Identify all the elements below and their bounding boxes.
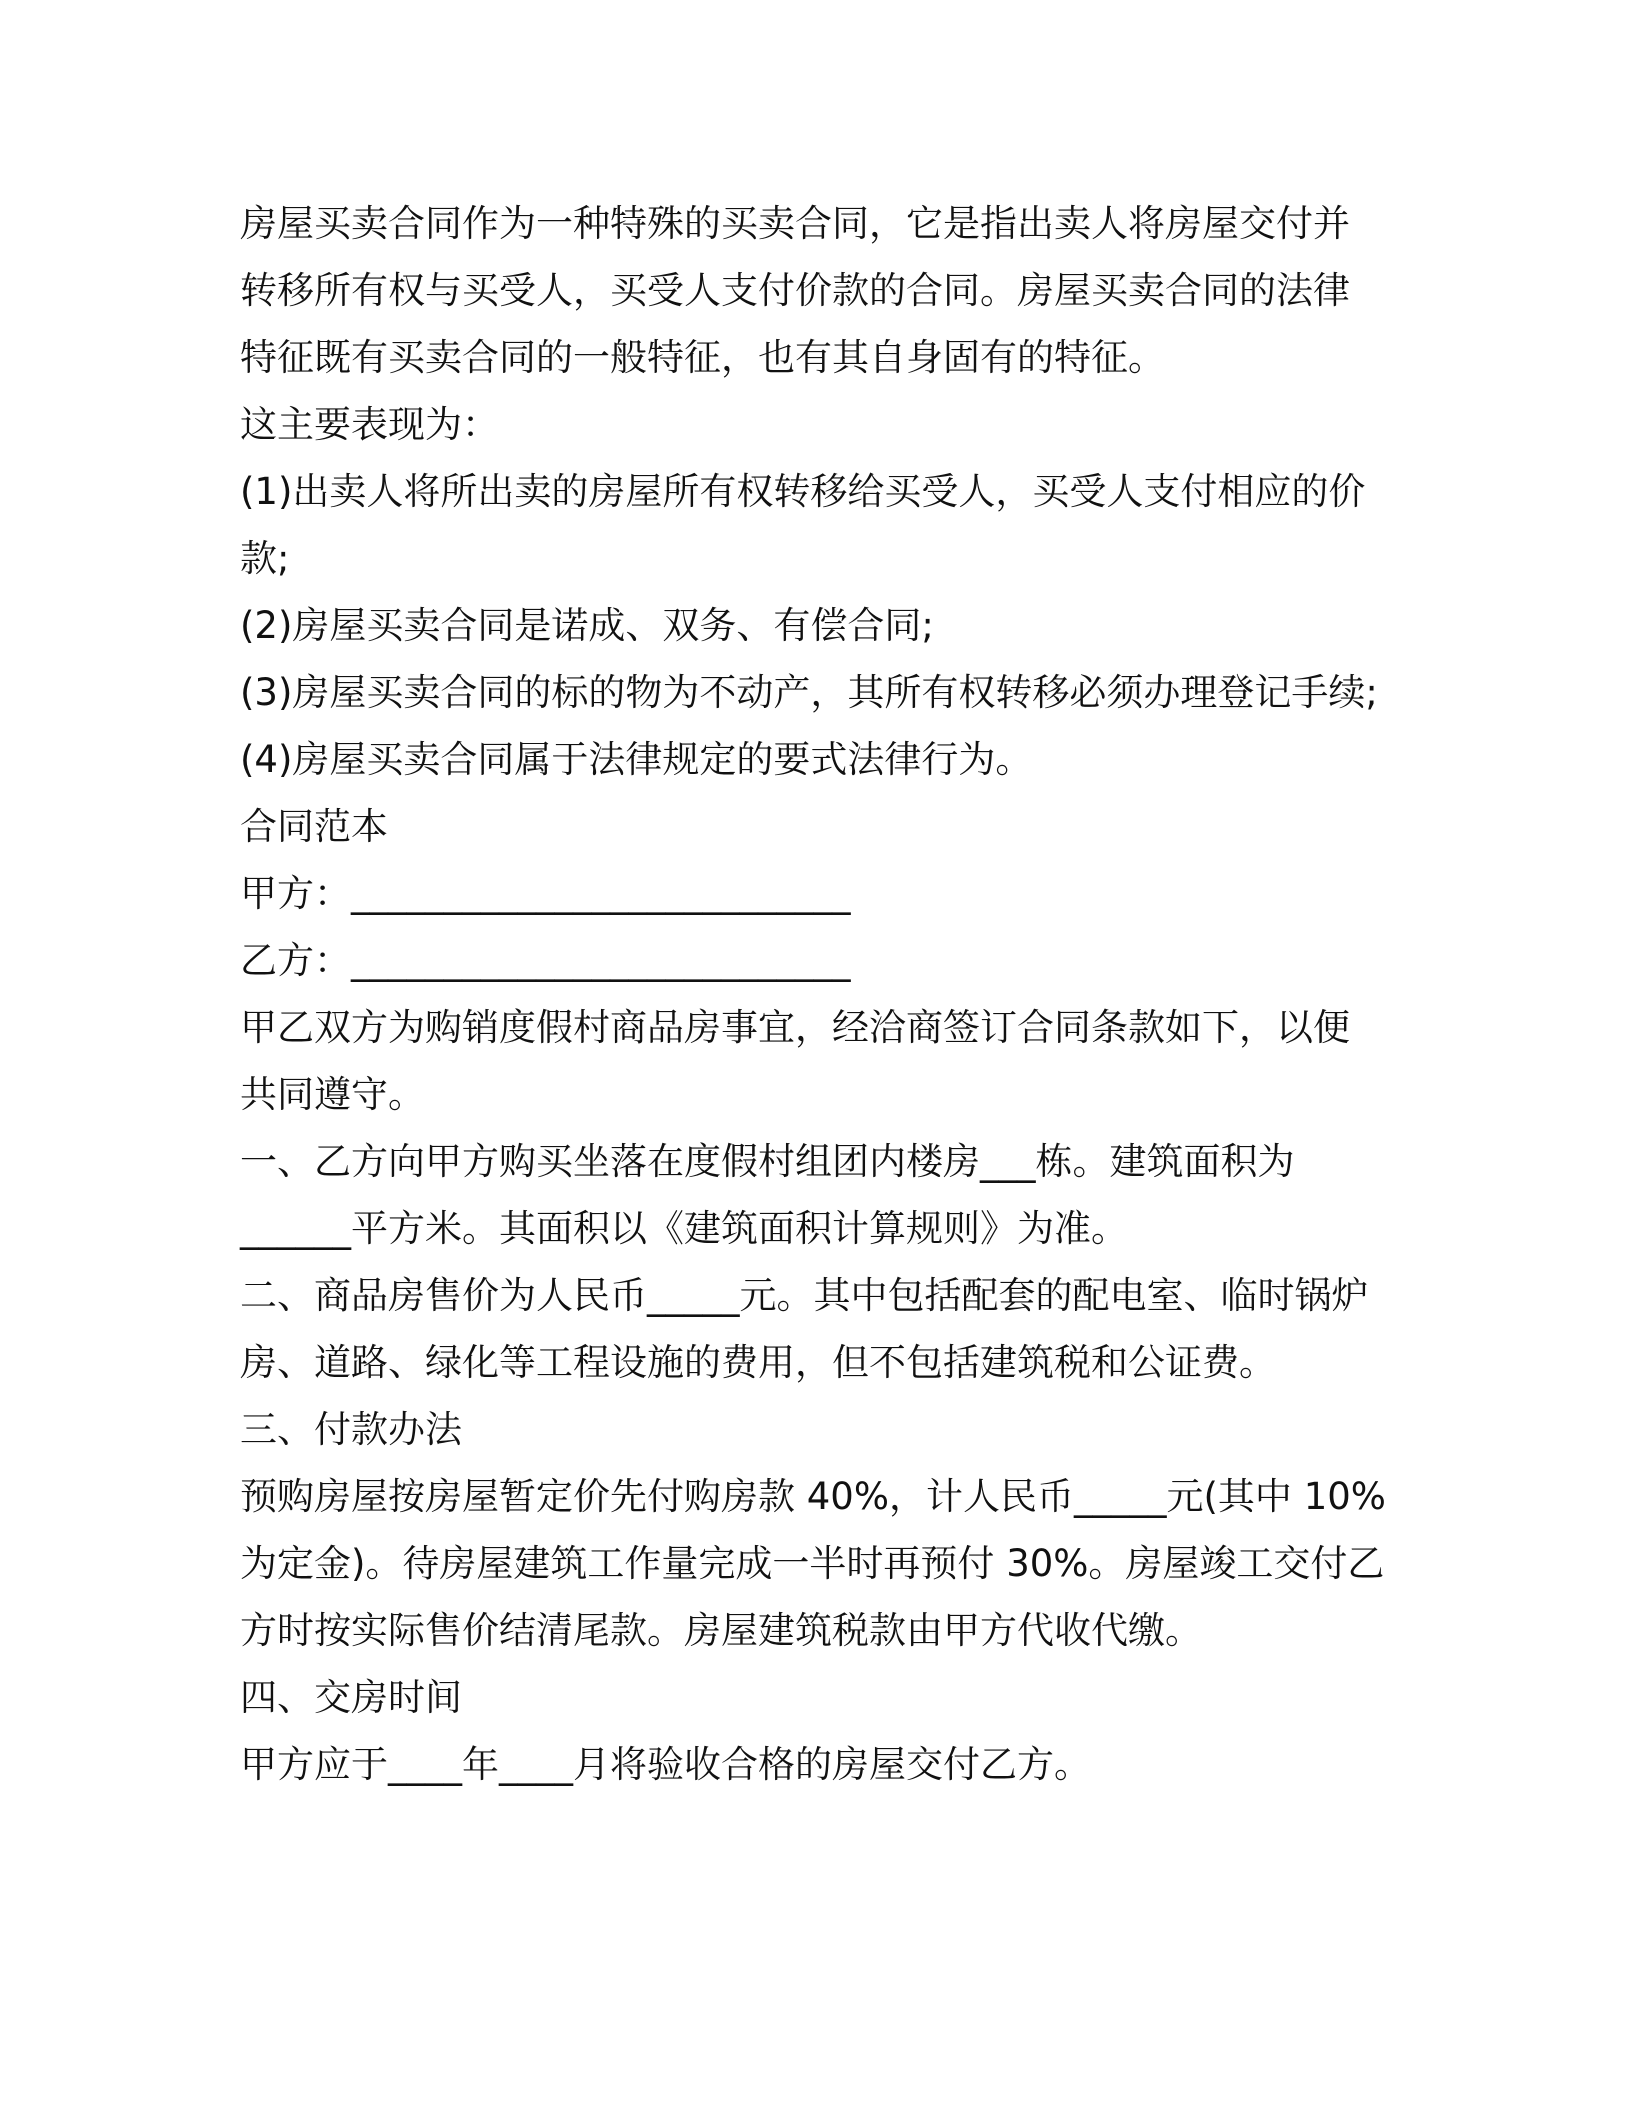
party-a-line: 甲方：___________________________ <box>240 872 851 915</box>
text-line: (4)房屋买卖合同属于法律规定的要式法律行为。 <box>240 738 1033 781</box>
text-line: 款; <box>240 537 290 580</box>
text-line: (2)房屋买卖合同是诺成、双务、有偿合同; <box>240 604 934 647</box>
text-line: 房屋买卖合同作为一种特殊的买卖合同，它是指出卖人将房屋交付并 <box>240 202 1350 245</box>
text-line: 共同遵守。 <box>240 1073 425 1116</box>
clause-line: 二、商品房售价为人民币_____元。其中包括配套的配电室、临时锅炉 <box>240 1274 1369 1317</box>
text-line: 特征既有买卖合同的一般特征，也有其自身固有的特征。 <box>240 336 1165 379</box>
clause-line: ______平方米。其面积以《建筑面积计算规则》为准。 <box>240 1207 1128 1250</box>
clause-line: 房、道路、绿化等工程设施的费用，但不包括建筑税和公证费。 <box>240 1341 1276 1384</box>
text-line: 甲乙双方为购销度假村商品房事宜，经洽商签订合同条款如下，以便 <box>240 1006 1350 1049</box>
text-line: (3)房屋买卖合同的标的物为不动产，其所有权转移必须办理登记手续; <box>240 671 1378 714</box>
text-line: 转移所有权与买受人，买受人支付价款的合同。房屋买卖合同的法律 <box>240 269 1350 312</box>
section-heading: 合同范本 <box>240 805 388 848</box>
text-line: 这主要表现为： <box>240 403 499 446</box>
clause-line: 一、乙方向甲方购买坐落在度假村组团内楼房___栋。建筑面积为 <box>240 1140 1295 1183</box>
document-body <box>240 190 1390 1798</box>
section-heading: 四、交房时间 <box>240 1676 462 1719</box>
clause-line: 为定金)。待房屋建筑工作量完成一半时再预付 30%。房屋竣工交付乙 <box>240 1542 1385 1585</box>
section-heading: 三、付款办法 <box>240 1408 462 1451</box>
party-b-line: 乙方：___________________________ <box>240 939 851 982</box>
text-line: (1)出卖人将所出卖的房屋所有权转移给买受人，买受人支付相应的价 <box>240 470 1366 513</box>
clause-line: 方时按实际售价结清尾款。房屋建筑税款由甲方代收代缴。 <box>240 1609 1202 1652</box>
clause-line: 预购房屋按房屋暂定价先付购房款 40%，计人民币_____元(其中 10% <box>240 1475 1386 1518</box>
clause-line: 甲方应于____年____月将验收合格的房屋交付乙方。 <box>240 1743 1091 1786</box>
